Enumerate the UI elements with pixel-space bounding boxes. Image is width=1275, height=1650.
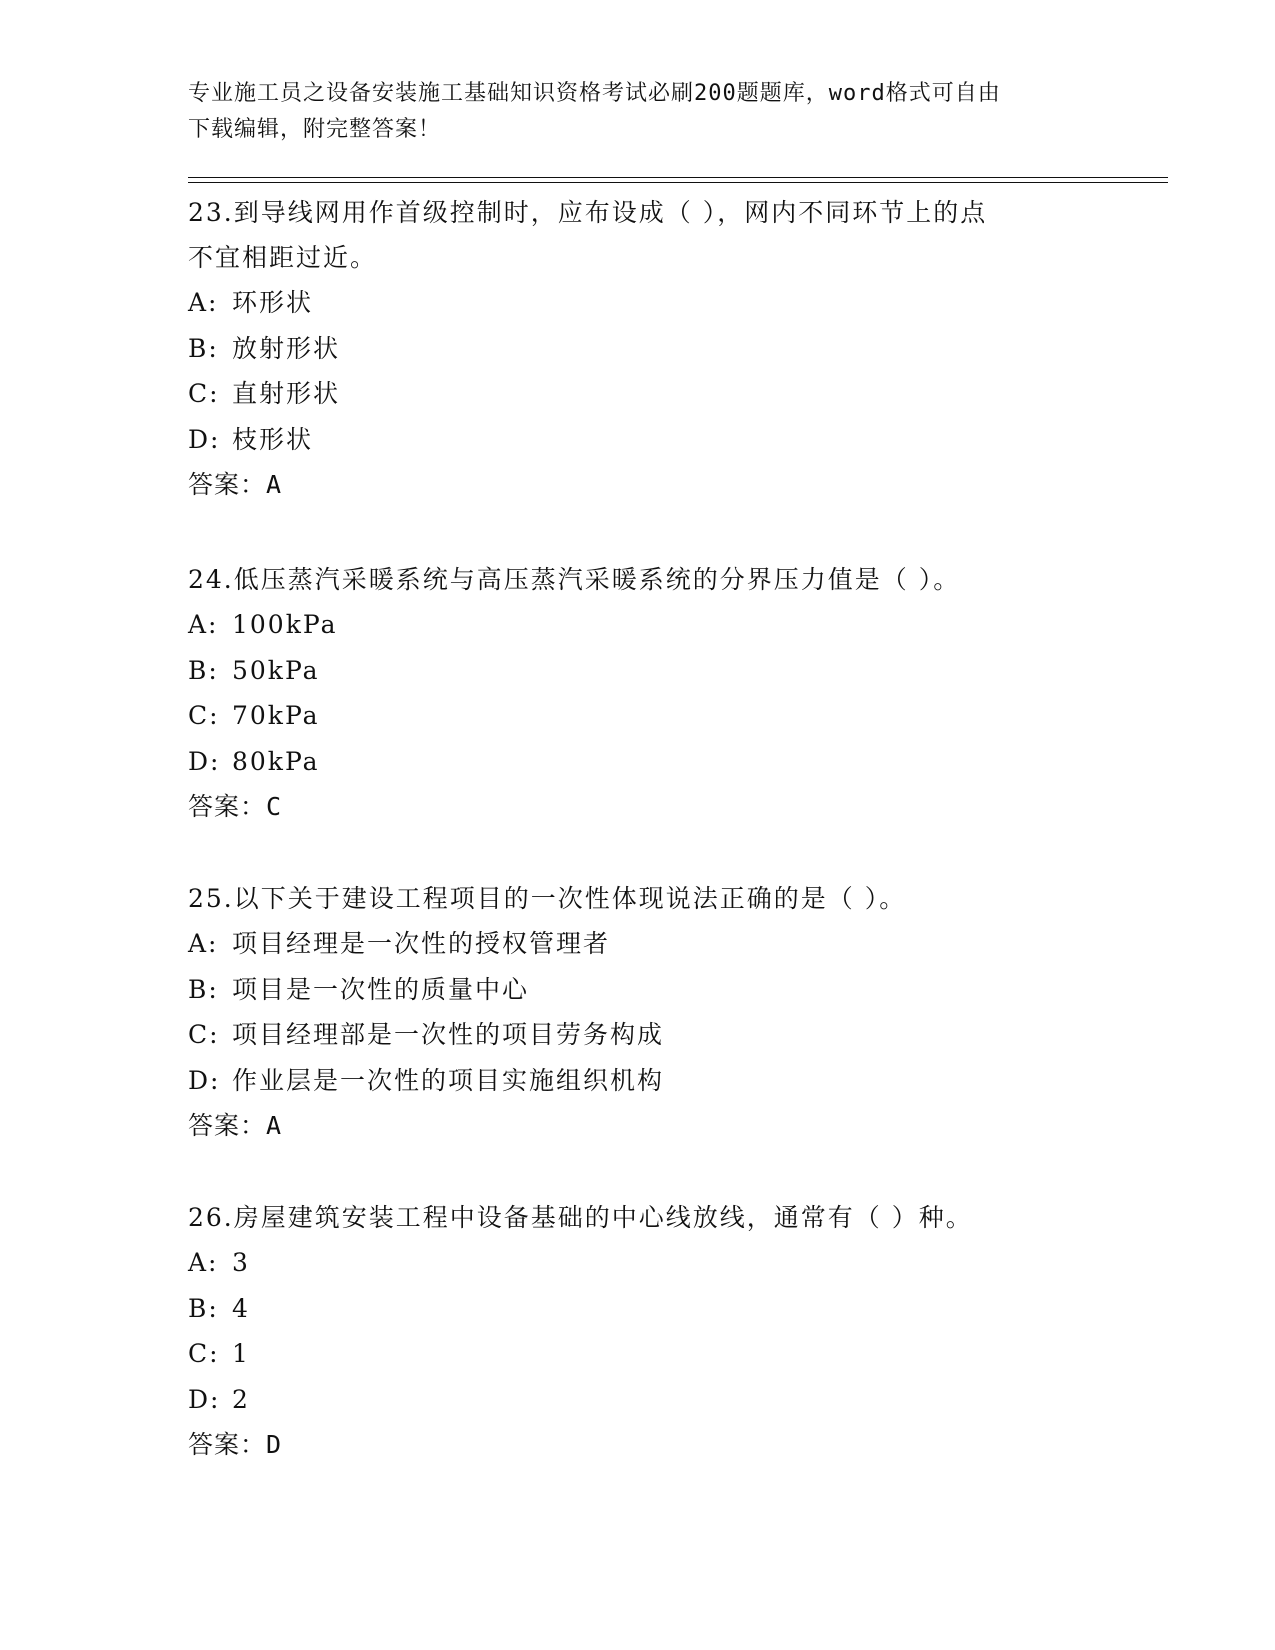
option-text: 项目经理部是一次性的项目劳务构成: [232, 1020, 665, 1049]
option-c: [188, 1331, 1068, 1377]
header-line-1: 专业施工员之设备安装施工基础知识资格考试必刷200题题库，word格式可自由: [188, 81, 1001, 106]
option-text: 80kPa: [232, 746, 320, 776]
header-line-2: 下载编辑，附完整答案！: [188, 117, 442, 142]
option-letter: A:: [188, 1248, 219, 1277]
option-letter: A:: [188, 610, 219, 639]
option-text: 放射形状: [232, 333, 341, 363]
option-text: 作业层是一次性的项目实施组织机构: [232, 1065, 665, 1095]
answer-line: 答案：A: [188, 1111, 283, 1140]
answer-line: 答案：D: [188, 1430, 283, 1459]
option-letter: C:: [188, 1339, 220, 1368]
option-d: [188, 1058, 1068, 1104]
option-c: [188, 1012, 1068, 1058]
option-letter: D:: [188, 1065, 221, 1095]
option-c: [188, 693, 1068, 739]
option-letter: A:: [188, 929, 219, 958]
option-text: 4: [232, 1293, 250, 1323]
option-text: 50kPa: [232, 655, 320, 685]
option-letter: B:: [188, 333, 219, 363]
header-divider-bottom: [188, 182, 1168, 183]
question-26: [188, 1195, 1068, 1467]
option-c: [188, 371, 1068, 417]
option-text: 枝形状: [232, 424, 314, 454]
document-header: [188, 76, 1068, 148]
question-25: [188, 876, 1068, 1148]
question-stem: 23.到导线网用作首级控制时，应布设成（ ），网内不同环节上的点: [188, 198, 988, 227]
option-d: [188, 739, 1068, 785]
question-24: [188, 557, 1068, 829]
question-23: [188, 190, 1068, 507]
option-letter: B:: [188, 1293, 219, 1323]
option-letter: D:: [188, 1384, 221, 1414]
option-letter: D:: [188, 746, 221, 776]
option-letter: B:: [188, 974, 219, 1004]
option-letter: C:: [188, 701, 220, 730]
question-stem: 24.低压蒸汽采暖系统与高压蒸汽采暖系统的分界压力值是（ ）。: [188, 565, 961, 594]
option-text: 3: [232, 1248, 250, 1277]
option-text: 直射形状: [232, 379, 341, 408]
option-letter: D:: [188, 424, 221, 454]
answer-line: 答案：A: [188, 470, 283, 499]
question-stem: 26.房屋建筑安装工程中设备基础的中心线放线，通常有（ ）种。: [188, 1203, 973, 1232]
option-text: 70kPa: [232, 701, 320, 730]
option-a: [188, 602, 1068, 648]
option-b: [188, 326, 1068, 372]
answer-line: 答案：C: [188, 792, 283, 821]
option-text: 项目是一次性的质量中心: [232, 974, 530, 1004]
option-a: [188, 921, 1068, 967]
option-b: [188, 648, 1068, 694]
question-stem-continued: 不宜相距过近。: [188, 243, 378, 272]
option-letter: A:: [188, 288, 219, 317]
header-divider-top: [188, 177, 1168, 178]
option-d: [188, 1377, 1068, 1423]
option-b: [188, 1286, 1068, 1332]
option-letter: C:: [188, 1020, 220, 1049]
option-letter: C:: [188, 379, 220, 408]
option-letter: B:: [188, 655, 219, 685]
option-a: [188, 280, 1068, 326]
question-stem: 25.以下关于建设工程项目的一次性体现说法正确的是（ ）。: [188, 884, 907, 913]
option-text: 1: [232, 1339, 250, 1368]
option-a: [188, 1240, 1068, 1286]
option-text: 环形状: [232, 288, 314, 317]
option-d: [188, 417, 1068, 463]
option-text: 项目经理是一次性的授权管理者: [232, 929, 611, 958]
option-text: 2: [232, 1384, 250, 1414]
option-b: [188, 967, 1068, 1013]
option-text: 100kPa: [232, 610, 338, 639]
